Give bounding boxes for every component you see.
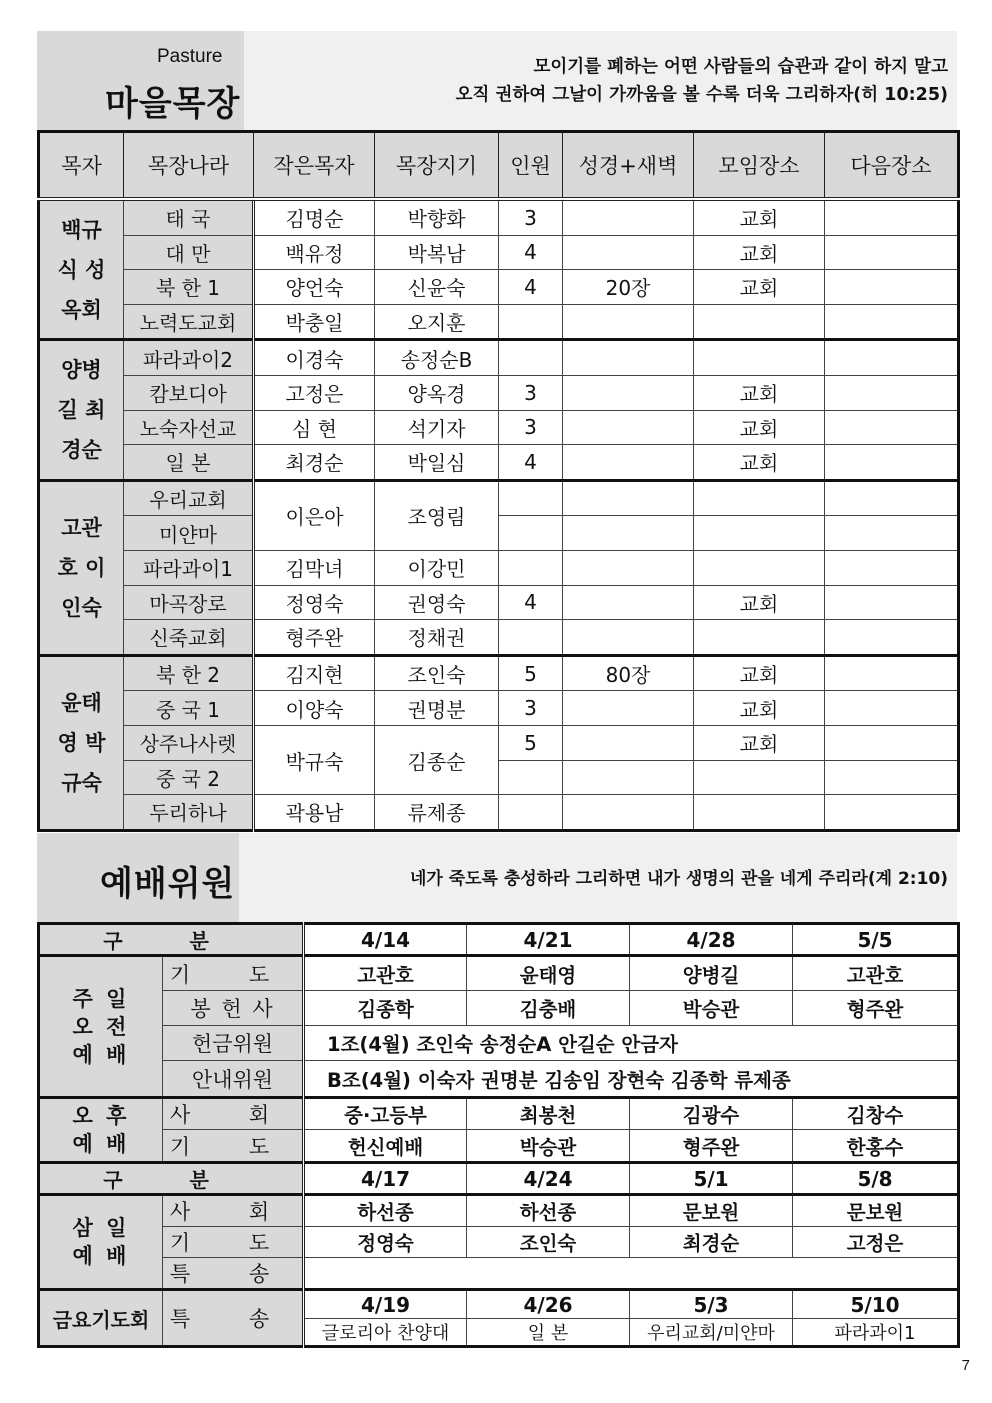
- next-place-cell: [825, 585, 959, 620]
- small-shepherd-cell: 박충일: [254, 304, 375, 340]
- role-label: 기 도: [163, 956, 304, 991]
- nation-cell: 노숙자선교: [124, 410, 254, 445]
- assignee-cell: 최경순: [630, 1227, 793, 1258]
- bible-cell: [563, 235, 694, 270]
- assignee-cell: 최봉천: [467, 1098, 630, 1130]
- assignee-cell: 하선종: [304, 1195, 467, 1227]
- pasture-title-en: Pasture: [157, 46, 223, 67]
- pasture-header-row: [39, 132, 959, 200]
- table-row: [39, 199, 959, 235]
- page-number: 7: [961, 1357, 970, 1374]
- date-cell: 5/1: [630, 1163, 793, 1195]
- table-row: [39, 585, 959, 620]
- place-cell: [694, 480, 825, 516]
- table-row: [39, 270, 959, 305]
- assignee-cell: 양병길: [630, 956, 793, 991]
- role-label: 헌금위원: [163, 1026, 304, 1061]
- next-place-cell: [825, 480, 959, 516]
- date-cell: 5/3: [630, 1290, 793, 1319]
- assignee-cell: 고정은: [793, 1227, 959, 1258]
- place-cell: 교회: [694, 725, 825, 760]
- count-cell: [499, 516, 563, 551]
- nation-cell: 태 국: [124, 199, 254, 235]
- nation-cell: 파라과이1: [124, 550, 254, 585]
- role-label: 기 도: [163, 1227, 304, 1258]
- assignee-cell: 김종학: [304, 991, 467, 1026]
- small-shepherd-cell: 최경순: [254, 445, 375, 481]
- table-row: [39, 620, 959, 656]
- pastor-cell: 윤태영 박규숙: [39, 655, 124, 830]
- role-label: 기 도: [163, 1130, 304, 1163]
- small-shepherd-cell: 심 현: [254, 410, 375, 445]
- small-shepherd-cell: 백유정: [254, 235, 375, 270]
- special-song-cell: [304, 1258, 959, 1290]
- special-song-cell: 일 본: [467, 1319, 630, 1347]
- col-header: 작은목자: [254, 132, 375, 200]
- next-place-cell: [825, 375, 959, 410]
- count-cell: 5: [499, 725, 563, 760]
- next-place-cell: [825, 760, 959, 795]
- table-row: [39, 1061, 959, 1098]
- next-place-cell: [825, 304, 959, 340]
- count-cell: 3: [499, 691, 563, 726]
- bible-cell: [563, 410, 694, 445]
- keeper-cell: 이강민: [375, 550, 499, 585]
- next-place-cell: [825, 725, 959, 760]
- assignee-cell: 고관호: [304, 956, 467, 991]
- count-cell: [499, 480, 563, 516]
- table-row: [39, 304, 959, 340]
- bible-cell: [563, 725, 694, 760]
- bible-cell: [563, 340, 694, 376]
- assignee-cell: 헌신예배: [304, 1130, 467, 1163]
- sunday-date-row: [39, 924, 959, 956]
- count-cell: [499, 620, 563, 656]
- table-row: [39, 1258, 959, 1290]
- assignee-cell: 정영숙: [304, 1227, 467, 1258]
- next-place-cell: [825, 620, 959, 656]
- assignee-cell: 김창수: [793, 1098, 959, 1130]
- table-row: [39, 550, 959, 585]
- table-row: [39, 956, 959, 991]
- role-label: 봉 헌 사: [163, 991, 304, 1026]
- table-row: [39, 410, 959, 445]
- nation-cell: 신죽교회: [124, 620, 254, 656]
- wednesday-date-row: [39, 1163, 959, 1195]
- small-shepherd-cell: 김지현: [254, 655, 375, 691]
- date-cell: 4/28: [630, 924, 793, 956]
- assignee-cell: 문보원: [793, 1195, 959, 1227]
- table-row: [39, 1130, 959, 1163]
- count-cell: [499, 795, 563, 831]
- place-cell: [694, 304, 825, 340]
- col-header: 목장지기: [375, 132, 499, 200]
- next-place-cell: [825, 550, 959, 585]
- keeper-cell: 석기자: [375, 410, 499, 445]
- nation-cell: 일 본: [124, 445, 254, 481]
- table-row: [39, 1195, 959, 1227]
- keeper-cell: 박일심: [375, 445, 499, 481]
- role-label: 특 송: [163, 1290, 304, 1347]
- keeper-cell: 양옥경: [375, 375, 499, 410]
- place-cell: [694, 550, 825, 585]
- assignee-cell: 김충배: [467, 991, 630, 1026]
- next-place-cell: [825, 691, 959, 726]
- count-cell: 3: [499, 199, 563, 235]
- table-row: [39, 725, 959, 760]
- keeper-cell: 신윤숙: [375, 270, 499, 305]
- next-place-cell: [825, 235, 959, 270]
- date-cell: 5/8: [793, 1163, 959, 1195]
- division-header: 구 분: [39, 1163, 304, 1195]
- assignee-cell: 한홍수: [793, 1130, 959, 1163]
- bible-cell: [563, 691, 694, 726]
- next-place-cell: [825, 340, 959, 376]
- count-cell: 3: [499, 410, 563, 445]
- count-cell: [499, 340, 563, 376]
- table-row: [39, 655, 959, 691]
- sunday-am-label: 주 일 오 전 예 배: [39, 956, 163, 1098]
- assignee-cell: 김광수: [630, 1098, 793, 1130]
- assignee-cell: 문보원: [630, 1195, 793, 1227]
- assignee-cell: 중·고등부: [304, 1098, 467, 1130]
- place-cell: 교회: [694, 410, 825, 445]
- col-header: 다음장소: [825, 132, 959, 200]
- assignee-cell: 형주완: [793, 991, 959, 1026]
- bible-cell: [563, 550, 694, 585]
- small-shepherd-cell: 양언숙: [254, 270, 375, 305]
- date-cell: 4/19: [304, 1290, 467, 1319]
- next-place-cell: [825, 795, 959, 831]
- keeper-cell: 권영숙: [375, 585, 499, 620]
- bible-cell: [563, 445, 694, 481]
- place-cell: 교회: [694, 585, 825, 620]
- special-song-cell: 글로리아 찬양대: [304, 1319, 467, 1347]
- table-row: [39, 760, 959, 795]
- worship-table: [37, 922, 960, 1348]
- keeper-cell: 조영림: [375, 480, 499, 550]
- small-shepherd-cell: 박규숙: [254, 725, 375, 794]
- role-label: 특 송: [163, 1258, 304, 1290]
- table-row: [39, 795, 959, 831]
- col-header: 모임장소: [694, 132, 825, 200]
- count-cell: 4: [499, 445, 563, 481]
- count-cell: 4: [499, 270, 563, 305]
- table-row: [39, 1227, 959, 1258]
- next-place-cell: [825, 516, 959, 551]
- next-place-cell: [825, 199, 959, 235]
- nation-cell: 파라과이2: [124, 340, 254, 376]
- keeper-cell: 오지훈: [375, 304, 499, 340]
- place-cell: 교회: [694, 235, 825, 270]
- count-cell: 3: [499, 375, 563, 410]
- pastor-cell: 양병길 최경순: [39, 340, 124, 480]
- col-header: 인원: [499, 132, 563, 200]
- nation-cell: 노력도교회: [124, 304, 254, 340]
- place-cell: [694, 516, 825, 551]
- bible-cell: 80장: [563, 655, 694, 691]
- place-cell: 교회: [694, 199, 825, 235]
- bible-cell: [563, 375, 694, 410]
- nation-cell: 캄보디아: [124, 375, 254, 410]
- place-cell: [694, 340, 825, 376]
- bible-cell: [563, 760, 694, 795]
- bible-cell: [563, 620, 694, 656]
- bible-cell: [563, 795, 694, 831]
- assignee-cell: 윤태영: [467, 956, 630, 991]
- small-shepherd-cell: 김막녀: [254, 550, 375, 585]
- table-row: [39, 691, 959, 726]
- special-song-cell: 우리교회/미얀마: [630, 1319, 793, 1347]
- collect-members: 1조(4월) 조인숙 송정순A 안길순 안금자: [304, 1026, 959, 1061]
- table-row: [39, 340, 959, 376]
- keeper-cell: 류제종: [375, 795, 499, 831]
- small-shepherd-cell: 이경숙: [254, 340, 375, 376]
- date-cell: 5/5: [793, 924, 959, 956]
- count-cell: [499, 550, 563, 585]
- nation-cell: 북 한 1: [124, 270, 254, 305]
- nation-cell: 중 국 1: [124, 691, 254, 726]
- keeper-cell: 박향화: [375, 199, 499, 235]
- col-header: 목자: [39, 132, 124, 200]
- place-cell: [694, 760, 825, 795]
- division-header: 구 분: [39, 924, 304, 956]
- assignee-cell: 형주완: [630, 1130, 793, 1163]
- col-header: 목장나라: [124, 132, 254, 200]
- role-label: 사 회: [163, 1195, 304, 1227]
- table-row: [39, 375, 959, 410]
- small-shepherd-cell: 고정은: [254, 375, 375, 410]
- table-row: [39, 991, 959, 1026]
- keeper-cell: 송정순B: [375, 340, 499, 376]
- friday-label: 금요기도회: [39, 1290, 163, 1347]
- place-cell: 교회: [694, 445, 825, 481]
- date-cell: 4/26: [467, 1290, 630, 1319]
- table-row: [39, 516, 959, 551]
- date-cell: 4/24: [467, 1163, 630, 1195]
- pasture-table: [37, 130, 960, 832]
- bible-cell: 20장: [563, 270, 694, 305]
- keeper-cell: 조인숙: [375, 655, 499, 691]
- keeper-cell: 권명분: [375, 691, 499, 726]
- usher-members: B조(4월) 이숙자 권명분 김송임 장현숙 김종학 류제종: [304, 1061, 959, 1098]
- bible-cell: [563, 516, 694, 551]
- nation-cell: 미얀마: [124, 516, 254, 551]
- bible-cell: [563, 199, 694, 235]
- worship-title: 예배위원: [100, 864, 236, 904]
- count-cell: 4: [499, 235, 563, 270]
- keeper-cell: 박복남: [375, 235, 499, 270]
- nation-cell: 북 한 2: [124, 655, 254, 691]
- assignee-cell: 고관호: [793, 956, 959, 991]
- count-cell: 4: [499, 585, 563, 620]
- pasture-title: 마을목장: [105, 84, 241, 124]
- table-row: [39, 1290, 959, 1319]
- role-label: 사 회: [163, 1098, 304, 1130]
- place-cell: [694, 620, 825, 656]
- small-shepherd-cell: 김명순: [254, 199, 375, 235]
- place-cell: 교회: [694, 270, 825, 305]
- next-place-cell: [825, 410, 959, 445]
- next-place-cell: [825, 655, 959, 691]
- place-cell: 교회: [694, 375, 825, 410]
- pastor-cell: 백규식 성옥회: [39, 199, 124, 340]
- nation-cell: 상주나사렛: [124, 725, 254, 760]
- assignee-cell: 하선종: [467, 1195, 630, 1227]
- small-shepherd-cell: 이은아: [254, 480, 375, 550]
- bible-cell: [563, 585, 694, 620]
- place-cell: 교회: [694, 655, 825, 691]
- nation-cell: 우리교회: [124, 480, 254, 516]
- count-cell: [499, 760, 563, 795]
- small-shepherd-cell: 곽용남: [254, 795, 375, 831]
- next-place-cell: [825, 270, 959, 305]
- sunday-pm-label: 오 후 예 배: [39, 1098, 163, 1163]
- pasture-verse-line1: 모이기를 폐하는 어떤 사람들의 습관과 같이 하지 말고: [533, 57, 948, 77]
- date-cell: 5/10: [793, 1290, 959, 1319]
- table-row: [39, 235, 959, 270]
- pasture-verse-line2: 오직 권하여 그날이 가까움을 볼 수록 더욱 그리하자(히 10:25): [455, 85, 948, 105]
- nation-cell: 마곡장로: [124, 585, 254, 620]
- pasture-verse: [308, 53, 948, 109]
- table-row: [39, 1098, 959, 1130]
- bible-cell: [563, 480, 694, 516]
- table-row: [39, 480, 959, 516]
- table-row: [39, 445, 959, 481]
- pastor-cell: 고관호 이인숙: [39, 480, 124, 655]
- date-cell: 4/14: [304, 924, 467, 956]
- wednesday-label: 삼 일 예 배: [39, 1195, 163, 1290]
- small-shepherd-cell: 정영숙: [254, 585, 375, 620]
- worship-verse: 네가 죽도록 충성하라 그리하면 내가 생명의 관을 네게 주리라(계 2:10): [409, 869, 948, 889]
- assignee-cell: 박승관: [630, 991, 793, 1026]
- nation-cell: 대 만: [124, 235, 254, 270]
- nation-cell: 두리하나: [124, 795, 254, 831]
- assignee-cell: 조인숙: [467, 1227, 630, 1258]
- count-cell: 5: [499, 655, 563, 691]
- date-cell: 4/17: [304, 1163, 467, 1195]
- col-header: 성경+새벽: [563, 132, 694, 200]
- count-cell: [499, 304, 563, 340]
- nation-cell: 중 국 2: [124, 760, 254, 795]
- keeper-cell: 김종순: [375, 725, 499, 794]
- small-shepherd-cell: 이양숙: [254, 691, 375, 726]
- assignee-cell: 박승관: [467, 1130, 630, 1163]
- bible-cell: [563, 304, 694, 340]
- place-cell: [694, 795, 825, 831]
- place-cell: 교회: [694, 691, 825, 726]
- role-label: 안내위원: [163, 1061, 304, 1098]
- table-row: [39, 1026, 959, 1061]
- small-shepherd-cell: 형주완: [254, 620, 375, 656]
- next-place-cell: [825, 445, 959, 481]
- date-cell: 4/21: [467, 924, 630, 956]
- keeper-cell: 정채권: [375, 620, 499, 656]
- special-song-cell: 파라과이1: [793, 1319, 959, 1347]
